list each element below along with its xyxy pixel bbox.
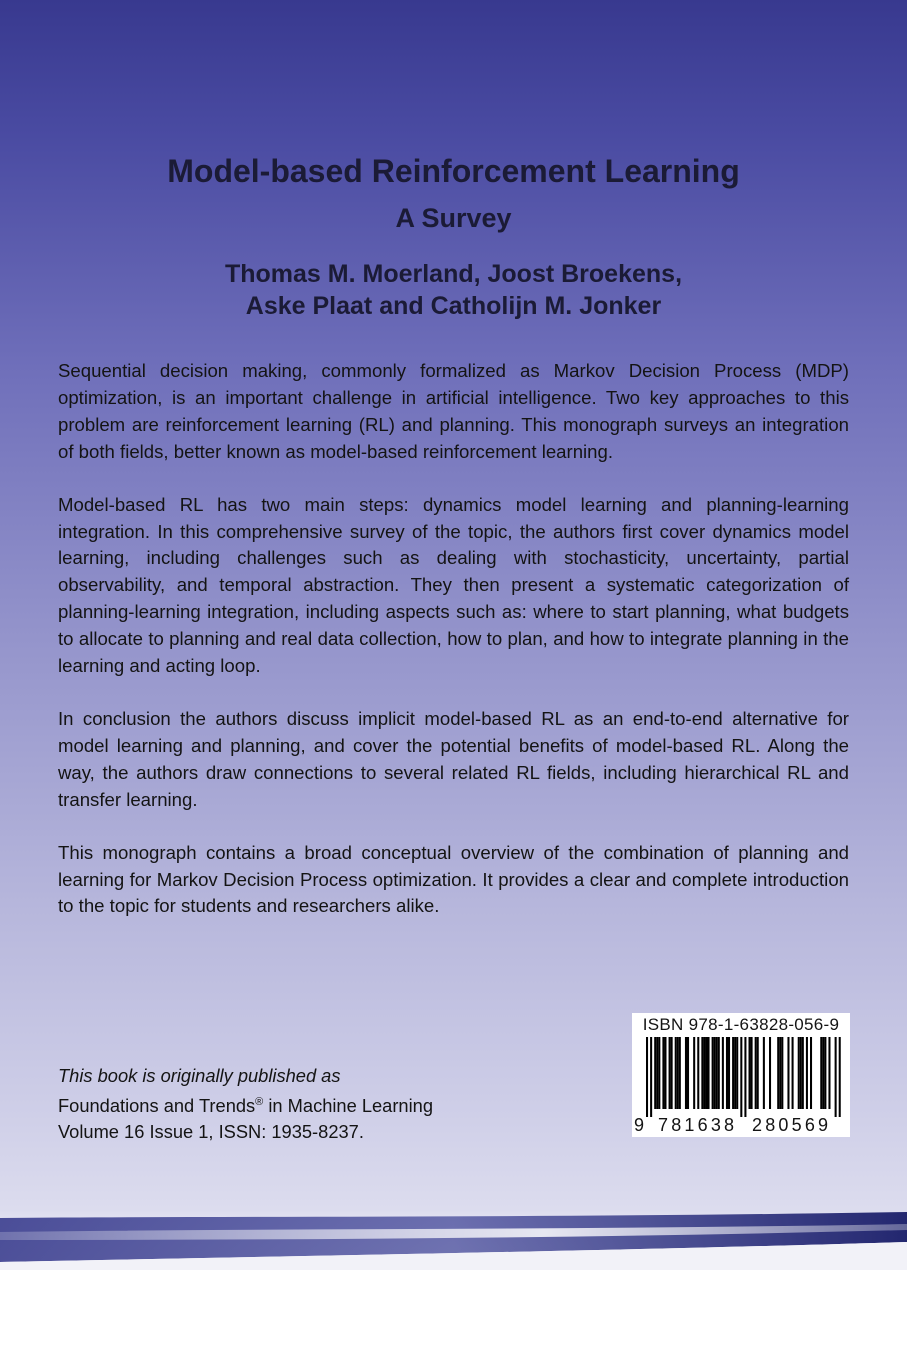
barcode-bar	[755, 1037, 757, 1109]
barcode-bar	[802, 1037, 804, 1109]
barcode-bar	[800, 1037, 802, 1109]
series-line	[58, 1089, 433, 1119]
barcode-bar	[781, 1037, 783, 1109]
barcode-bar	[677, 1037, 679, 1109]
barcode-bar	[662, 1037, 664, 1109]
barcode-bar	[757, 1037, 759, 1109]
barcode-bar	[693, 1037, 695, 1109]
barcode-bar	[669, 1037, 671, 1109]
barcode-bar	[712, 1037, 714, 1109]
book-subtitle: A Survey	[395, 203, 512, 233]
authors-line-2: Aske Plaat and Catholijn M. Jonker	[245, 292, 662, 320]
series-name: Foundations and Trends	[58, 1095, 256, 1117]
barcode-bar	[679, 1037, 681, 1109]
barcode-bar	[654, 1037, 656, 1109]
barcode-bar	[787, 1037, 789, 1109]
barcode-bar	[705, 1037, 707, 1109]
barcode-bar	[650, 1037, 652, 1117]
abstract-paragraph-3: In conclusion the authors discuss implicit model-based RL as an end-to-end alternative for model learning and planning, and cover the potential benefits of model-based RL. Along the way, the authors draw connections to several related RL fields, including hierarchical RL and transfer learning.	[58, 707, 849, 810]
author-list	[0, 258, 907, 322]
abstract	[58, 358, 849, 946]
barcode-bars	[632, 1037, 850, 1117]
barcode-bar	[675, 1037, 677, 1109]
series-suffix: in Machine Learning	[263, 1095, 433, 1117]
abstract-paragraph-2: Model-based RL has two main steps: dynamics model learning and planning-learning integration. In this comprehensive survey of the topic, the authors first cover dynamics model learning, including challenges such as dealing with stochasticity, uncertainty, partial observability, and temporal abstraction. They then present a systematic categorization of planning-learning integration, including aspects such as: where to start planning, what budgets to allocate to planning and real data collection, how to plan, and how to integrate planning in the learning and acting loop.	[58, 493, 849, 677]
abstract-paragraph-4: This monograph contains a broad conceptual overview of the combination of planning and learning for Markov Decision Process optimization. It provides a clear and complete introduction to the topic for students and researchers alike.	[58, 841, 849, 917]
barcode-bar	[820, 1037, 822, 1109]
barcode-bar	[687, 1037, 689, 1109]
book-title: Model-based Reinforcement Learning	[167, 153, 740, 189]
barcode-bar	[716, 1037, 718, 1109]
barcode-bar	[744, 1037, 746, 1117]
ean-left-group: 781638	[658, 1115, 738, 1135]
abstract-paragraph-1: Sequential decision making, commonly formalized as Markov Decision Process (MDP) optimization, is an important challenge in artificial intelligence. Two key approaches to this problem are reinforcement learning (RL) and planning. This monograph surveys an integration of both fields, better known as model-based reinforcement learning.	[58, 360, 849, 462]
barcode-bar	[732, 1037, 734, 1109]
ean-first-digit: 9	[634, 1115, 645, 1135]
barcode-bar	[835, 1037, 837, 1117]
barcode-bar	[701, 1037, 703, 1109]
barcode-bar	[656, 1037, 658, 1109]
barcode-bar	[658, 1037, 660, 1109]
barcode-bar	[763, 1037, 765, 1109]
barcode-bar	[714, 1037, 716, 1109]
barcode-bar	[792, 1037, 794, 1109]
isbn-label: ISBN 978-1-63828-056-9	[642, 1015, 840, 1034]
barcode-bar	[726, 1037, 728, 1109]
ean-digits	[632, 1115, 850, 1137]
barcode-bar	[798, 1037, 800, 1109]
volume-line: Volume 16 Issue 1, ISSN: 1935-8237.	[58, 1121, 364, 1143]
barcode-bar	[824, 1037, 826, 1109]
barcode-bar	[777, 1037, 779, 1109]
isbn-barcode	[632, 1013, 850, 1137]
barcode-bar	[697, 1037, 699, 1109]
barcode-bar	[810, 1037, 812, 1109]
decorative-swoosh	[0, 1210, 907, 1270]
registered-mark: ®	[255, 1096, 264, 1108]
barcode-bar	[749, 1037, 751, 1109]
barcode-bar	[769, 1037, 771, 1109]
barcode-bar	[822, 1037, 824, 1109]
barcode-bar	[728, 1037, 730, 1109]
barcode-bar	[722, 1037, 724, 1109]
barcode-bar	[718, 1037, 720, 1109]
publication-note-intro: This book is originally published as	[58, 1065, 341, 1086]
ean-right-group: 280569	[752, 1115, 832, 1135]
barcode-bar	[736, 1037, 738, 1109]
barcode-bar	[828, 1037, 830, 1109]
barcode-bar	[646, 1037, 648, 1117]
barcode-bar	[779, 1037, 781, 1109]
publication-note	[58, 1063, 433, 1145]
barcode-bar	[685, 1037, 687, 1109]
barcode-bar	[671, 1037, 673, 1109]
barcode-bar	[806, 1037, 808, 1109]
barcode-bar	[751, 1037, 753, 1109]
barcode-bar	[740, 1037, 742, 1117]
barcode-bar	[839, 1037, 841, 1117]
barcode-bar	[734, 1037, 736, 1109]
authors-line-1: Thomas M. Moerland, Joost Broekens,	[224, 260, 683, 288]
barcode-bar	[708, 1037, 710, 1109]
barcode-bar	[664, 1037, 666, 1109]
barcode-bar	[703, 1037, 705, 1109]
